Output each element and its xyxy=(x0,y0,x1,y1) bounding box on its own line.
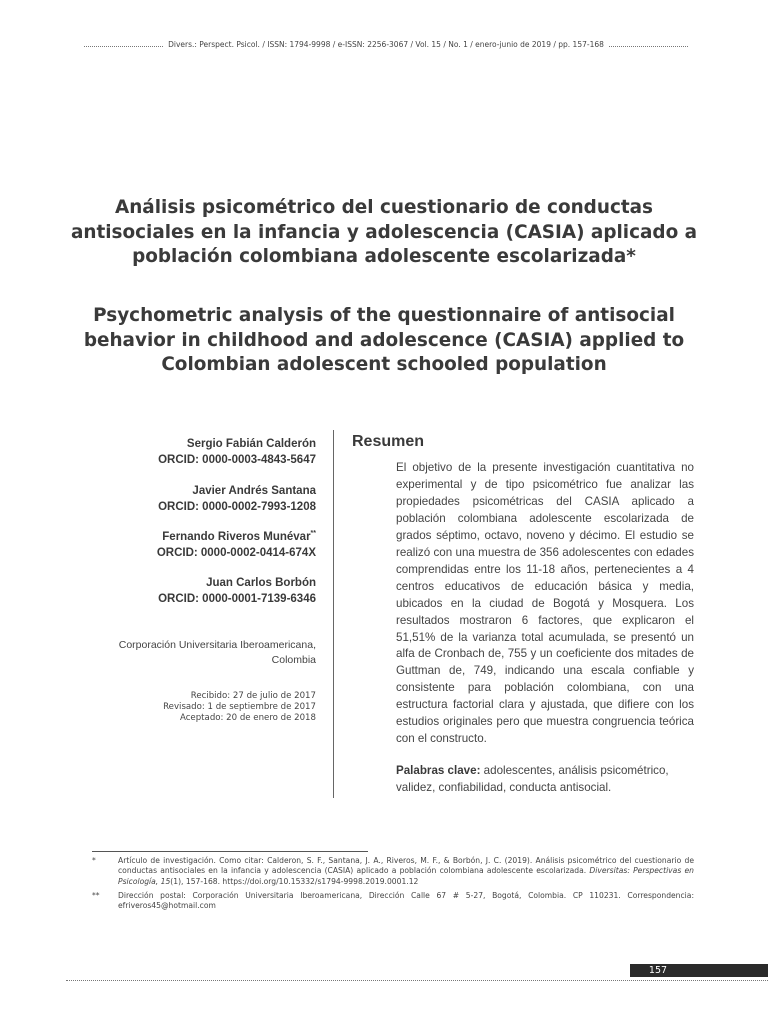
author-name: Javier Andrés Santana xyxy=(192,485,316,497)
author-block xyxy=(80,483,316,515)
footnote-text xyxy=(118,856,694,887)
date-received: Recibido: 27 de julio de 2017 xyxy=(190,691,316,701)
abstract-text: El objetivo de la presente investigación cuantitativa no experimental y de tipo psicométrico fue analizar las propiedades psicométricas del CASIA aplicado a población colombiana adolescente escolarizada de grados séptimo, octavo, noveno y décimo. El estudio se realizó con una muestra de 356 adolescentes con edades comprendidas entre los 11-18 años, pertenecientes a 4 centros educativos de educación básica y media, ubicados en la ciudad de Bogotá y Mosquera. Los resultados mostraron 6 factores, que explicaron el 51,51% de la varianza total acumulada, se presentó un alfa de Cronbach de, 755 y un coeficiente dos mitades de Guttman de, 749, indicando una escala confiable y consistente para población colombiana, con una estructura factorial clara y ajustada, que difiere con los estudios originales pero que muestra congruencia teórica con el constructo. xyxy=(396,461,694,746)
footnote xyxy=(92,891,694,912)
header-dots-right xyxy=(609,46,688,47)
footnote-rule xyxy=(92,851,368,852)
title-en-line: behavior in childhood and adolescence (CASIA) applied to xyxy=(83,329,685,351)
author-block xyxy=(80,529,316,561)
column-divider xyxy=(333,430,334,798)
author-name: Fernando Riveros Munévar xyxy=(162,531,311,543)
author-orcid: ORCID: 0000-0002-0414-674X xyxy=(156,547,316,559)
affiliation-line: Colombia xyxy=(271,654,316,666)
footnote-mark: ** xyxy=(92,891,100,900)
title-es-line: población colombiana adolescente escolarizada* xyxy=(132,246,636,267)
header-dots-left xyxy=(84,46,163,47)
date-accepted: Aceptado: 20 de enero de 2018 xyxy=(179,713,316,723)
journal-citation-header: Divers.: Perspect. Psicol. / ISSN: 1794-9998 / e-ISSN: 2256-3067 / Vol. 15 / No. 1 / enero-junio de 2019 / pp. 157-168 xyxy=(168,40,604,49)
footnote-mark: ** xyxy=(310,530,316,538)
author-name-with-mark xyxy=(80,529,316,545)
title-es-line: antisociales en la infancia y adolescencia (CASIA) aplicado a xyxy=(70,221,698,243)
footnote-citation: Artículo de investigación. Como citar: Calderon, S. F., Santana, J. A., Riveros, M. F., & Borbón, J. C. (2019). Análisis psicométrico del cuestionario de conductas antisociales en la infancia y adolescencia (CASIA) aplicado a población colombiana adolescente escolarizada. xyxy=(118,856,694,876)
title-es-line: Análisis psicométrico del cuestionario de conductas xyxy=(114,197,653,218)
title-spanish xyxy=(70,196,698,270)
article-dates xyxy=(80,691,316,724)
footnote xyxy=(92,856,694,887)
affiliation xyxy=(80,638,316,668)
running-header xyxy=(84,40,688,49)
keywords xyxy=(396,762,694,796)
author-block xyxy=(80,575,316,607)
author-name: Juan Carlos Borbón xyxy=(206,577,316,589)
affiliation-line: Corporación Universitaria Iberoamericana, xyxy=(118,639,316,651)
title-en-line: Colombian adolescent schooled population xyxy=(161,354,607,375)
footnote-mark: * xyxy=(92,856,96,865)
author-name: Sergio Fabián Calderón xyxy=(186,438,316,450)
footnote-text: Dirección postal: Corporación Universitaria Iberoamericana, Dirección Calle 67 # 5-27, Bogotá, Colombia. CP 110231. Correspondencia: efriveros45@hotmail.com xyxy=(118,891,694,911)
keywords-label: Palabras clave: xyxy=(396,764,481,777)
keywords-list: adolescentes, análisis psicométrico, validez, confiabilidad, conducta antisocial. xyxy=(396,764,669,794)
author-orcid: ORCID: 0000-0003-4843-5647 xyxy=(158,454,316,466)
title-english xyxy=(70,304,698,378)
author-block xyxy=(80,436,316,468)
author-orcid: ORCID: 0000-0001-7139-6346 xyxy=(158,593,316,605)
title-en-line: Psychometric analysis of the questionnaire of antisocial xyxy=(93,305,675,326)
date-revised: Revisado: 1 de septiembre de 2017 xyxy=(163,702,316,712)
bottom-dotted-rule xyxy=(66,980,768,981)
footnote-journal: Diversitas: Perspectivas en Psicología, 15 xyxy=(118,866,694,886)
page-number: 157 xyxy=(648,965,668,976)
abstract-heading: Resumen xyxy=(352,433,425,450)
footnote-citation-rest: (1), 157-168. https://doi.org/10.15332/s1794-9998.2019.0001.12 xyxy=(170,876,419,886)
author-orcid: ORCID: 0000-0002-7993-1208 xyxy=(158,501,316,513)
